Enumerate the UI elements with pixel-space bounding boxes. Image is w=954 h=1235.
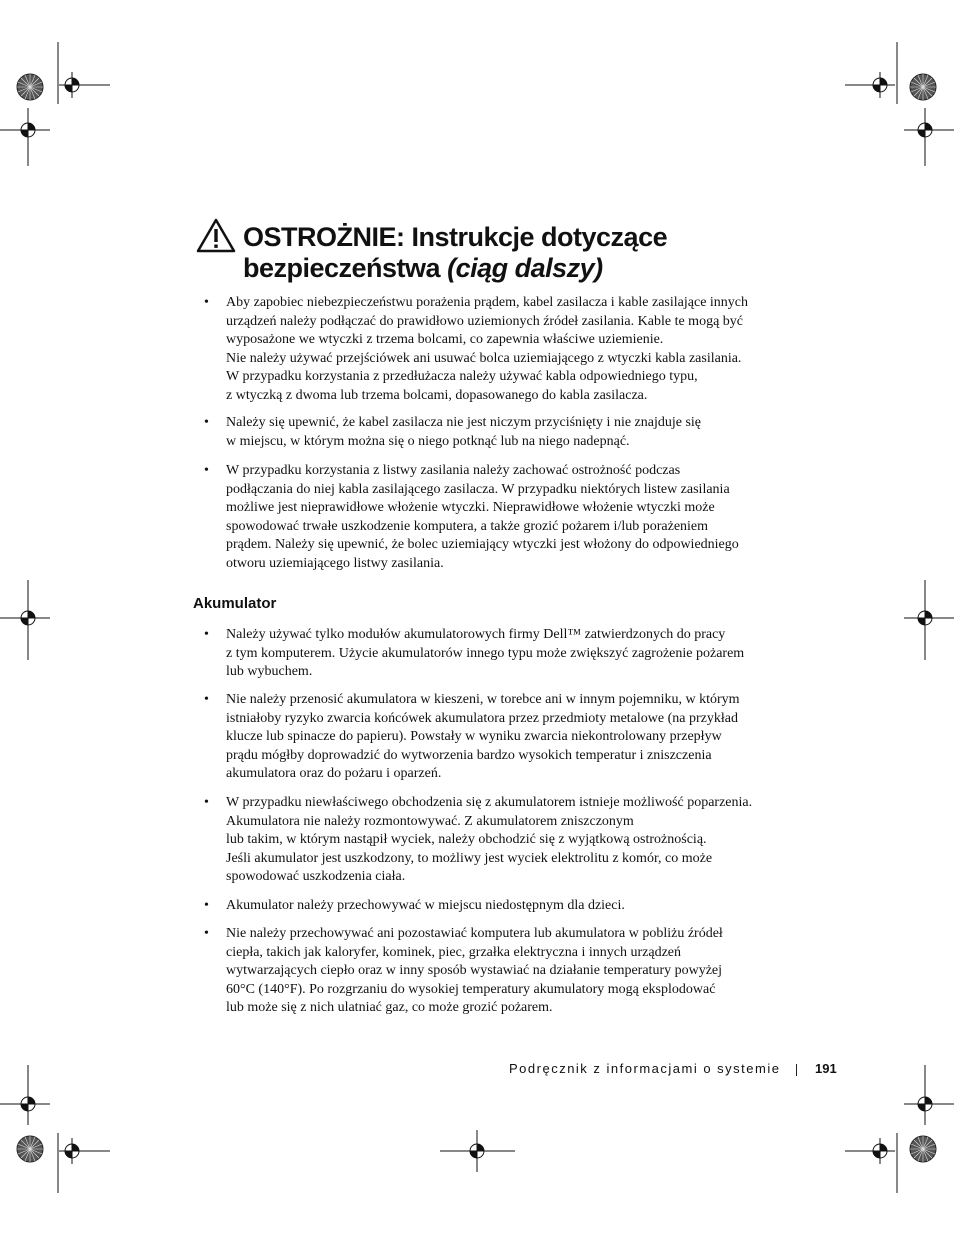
text-line: z tym komputerem. Użycie akumulatorów innego typu może zwiększyć zagrożenie pożarem xyxy=(226,645,745,661)
text-line: Akumulatora nie należy rozmontowywać. Z akumulatorem zniszczonym xyxy=(226,813,634,829)
text-line: klucze lub spinacze do papieru). Powstały w wyniku zwarcia niekontrolowany przepływ xyxy=(226,729,722,745)
list-item xyxy=(204,691,806,784)
footer-separator xyxy=(796,1064,797,1076)
text-line: akumulatora oraz do pożaru i oparzeń. xyxy=(226,766,442,782)
text-line: wytwarzających ciepło oraz w inny sposób wystawiać na działanie temperatury powyżej xyxy=(226,963,723,979)
text-line: Należy używać tylko modułów akumulatorowych firmy Dell™ zatwierdzonych do pracy xyxy=(226,627,726,642)
text-line: W przypadku korzystania z przedłużacza należy używać kabla odpowiedniego typu, xyxy=(226,369,698,385)
bullet: • xyxy=(204,926,209,941)
text-line: Akumulator należy przechowywać w miejscu niedostępnym dla dzieci. xyxy=(226,898,625,913)
title-continued: (ciąg dalszy) xyxy=(447,253,603,283)
list-item xyxy=(204,626,806,682)
text-line: prądu mógłby doprowadzić do wytworzenia bardzo wysokich temperatur i zniszczenia xyxy=(226,747,712,763)
text-line: 60°C (140°F). Po rozgrzaniu do wysokiej temperatury akumulatory mogą eksplodować xyxy=(226,981,716,997)
text-line: W przypadku niewłaściwego obchodzenia się z akumulatorem istnieje możliwość poparzenia. xyxy=(226,795,753,810)
text-line: prądem. Należy się upewnić, że bolec uziemiający wtyczki jest włożony do odpowiedniego xyxy=(226,537,739,553)
text-line: spowodować uszkodzenia ciała. xyxy=(226,869,406,885)
section-heading-battery: Akumulator xyxy=(193,595,277,612)
text-line: podłączania do niej kabla zasilającego zasilacza. W przypadku niektórych listew zasilania xyxy=(226,481,730,497)
bullet: • xyxy=(204,295,209,310)
text-line: Należy się upewnić, że kabel zasilacza nie jest niczym przyciśnięty i nie znajduje się xyxy=(226,415,702,430)
bullet: • xyxy=(204,463,209,478)
page-number: 191 xyxy=(815,1061,837,1076)
text-line: lub może się z nich ulatniać gaz, co może grozić pożarem. xyxy=(226,1000,553,1016)
title-line-2-text: bezpieczeństwa xyxy=(243,253,441,283)
list-item xyxy=(204,462,806,574)
text-line: Nie należy przechowywać ani pozostawiać komputera lub akumulatora w pobliżu źródeł xyxy=(226,926,723,941)
footer-title: Podręcznik z informacjami o systemie xyxy=(509,1061,781,1076)
title-line-1: OSTROŻNIE: Instrukcje dotyczące xyxy=(243,222,668,252)
text-line: spowodować trwałe uszkodzenie komputera, a także grozić pożarem i/lub porażeniem xyxy=(226,518,709,534)
page-title xyxy=(243,222,667,284)
text-line: Aby zapobiec niebezpieczeństwu porażenia prądem, kabel zasilacza i kable zasilające innych xyxy=(226,295,749,310)
list-item xyxy=(204,925,806,1018)
text-line: Jeśli akumulator jest uszkodzony, to możliwy jest wyciek elektrolitu z komór, co może xyxy=(226,850,713,866)
list-item xyxy=(204,794,806,887)
text-line: możliwe jest nieprawidłowe włożenie wtyczki. Nieprawidłowe włożenie wtyczki może xyxy=(226,500,715,516)
text-line: otworu uziemiającego listwy zasilania. xyxy=(226,555,444,571)
bullet: • xyxy=(204,627,209,642)
warning-triangle-icon xyxy=(196,218,236,254)
list-item xyxy=(204,294,806,406)
text-line: Nie należy używać przejściówek ani usuwać bolca uziemiającego z wtyczki kabla zasilania. xyxy=(226,350,742,366)
text-line: Nie należy przenosić akumulatora w kieszeni, w torebce ani w innym pojemniku, w którym xyxy=(226,692,740,707)
text-line: lub wybuchem. xyxy=(226,664,313,680)
list-item xyxy=(204,414,806,451)
bullet: • xyxy=(204,415,209,430)
bullet: • xyxy=(204,898,209,913)
text-line: urządzeń należy podłączać do prawidłowo uziemionych źródeł zasilania. Kable te mogą być xyxy=(226,313,743,329)
text-line: ciepła, takich jak kaloryfer, kominek, piec, grzałka elektryczna i innych urządzeń xyxy=(226,944,681,960)
text-line: w miejscu, w którym można się o niego potknąć lub na niego nadepnąć. xyxy=(226,433,630,449)
title-line-2 xyxy=(243,253,667,284)
text-line: istniałoby ryzyko zwarcia końcówek akumulatora przez przedmioty metalowe (na przykład xyxy=(226,710,738,726)
text-line: z wtyczką z dwoma lub trzema bolcami, dopasowanego do kabla zasilacza. xyxy=(226,387,648,403)
text-line: wyposażone we wtyczki z trzema bolcami, co zapewnia właściwe uziemienie. xyxy=(226,332,664,348)
list-item xyxy=(204,897,806,916)
text-line: W przypadku korzystania z listwy zasilania należy zachować ostrożność podczas xyxy=(226,463,681,478)
bullet: • xyxy=(204,795,209,810)
text-line: lub takim, w którym nastąpił wyciek, należy obchodzić się z wyjątkową ostrożnością. xyxy=(226,832,707,848)
bullet: • xyxy=(204,692,209,707)
